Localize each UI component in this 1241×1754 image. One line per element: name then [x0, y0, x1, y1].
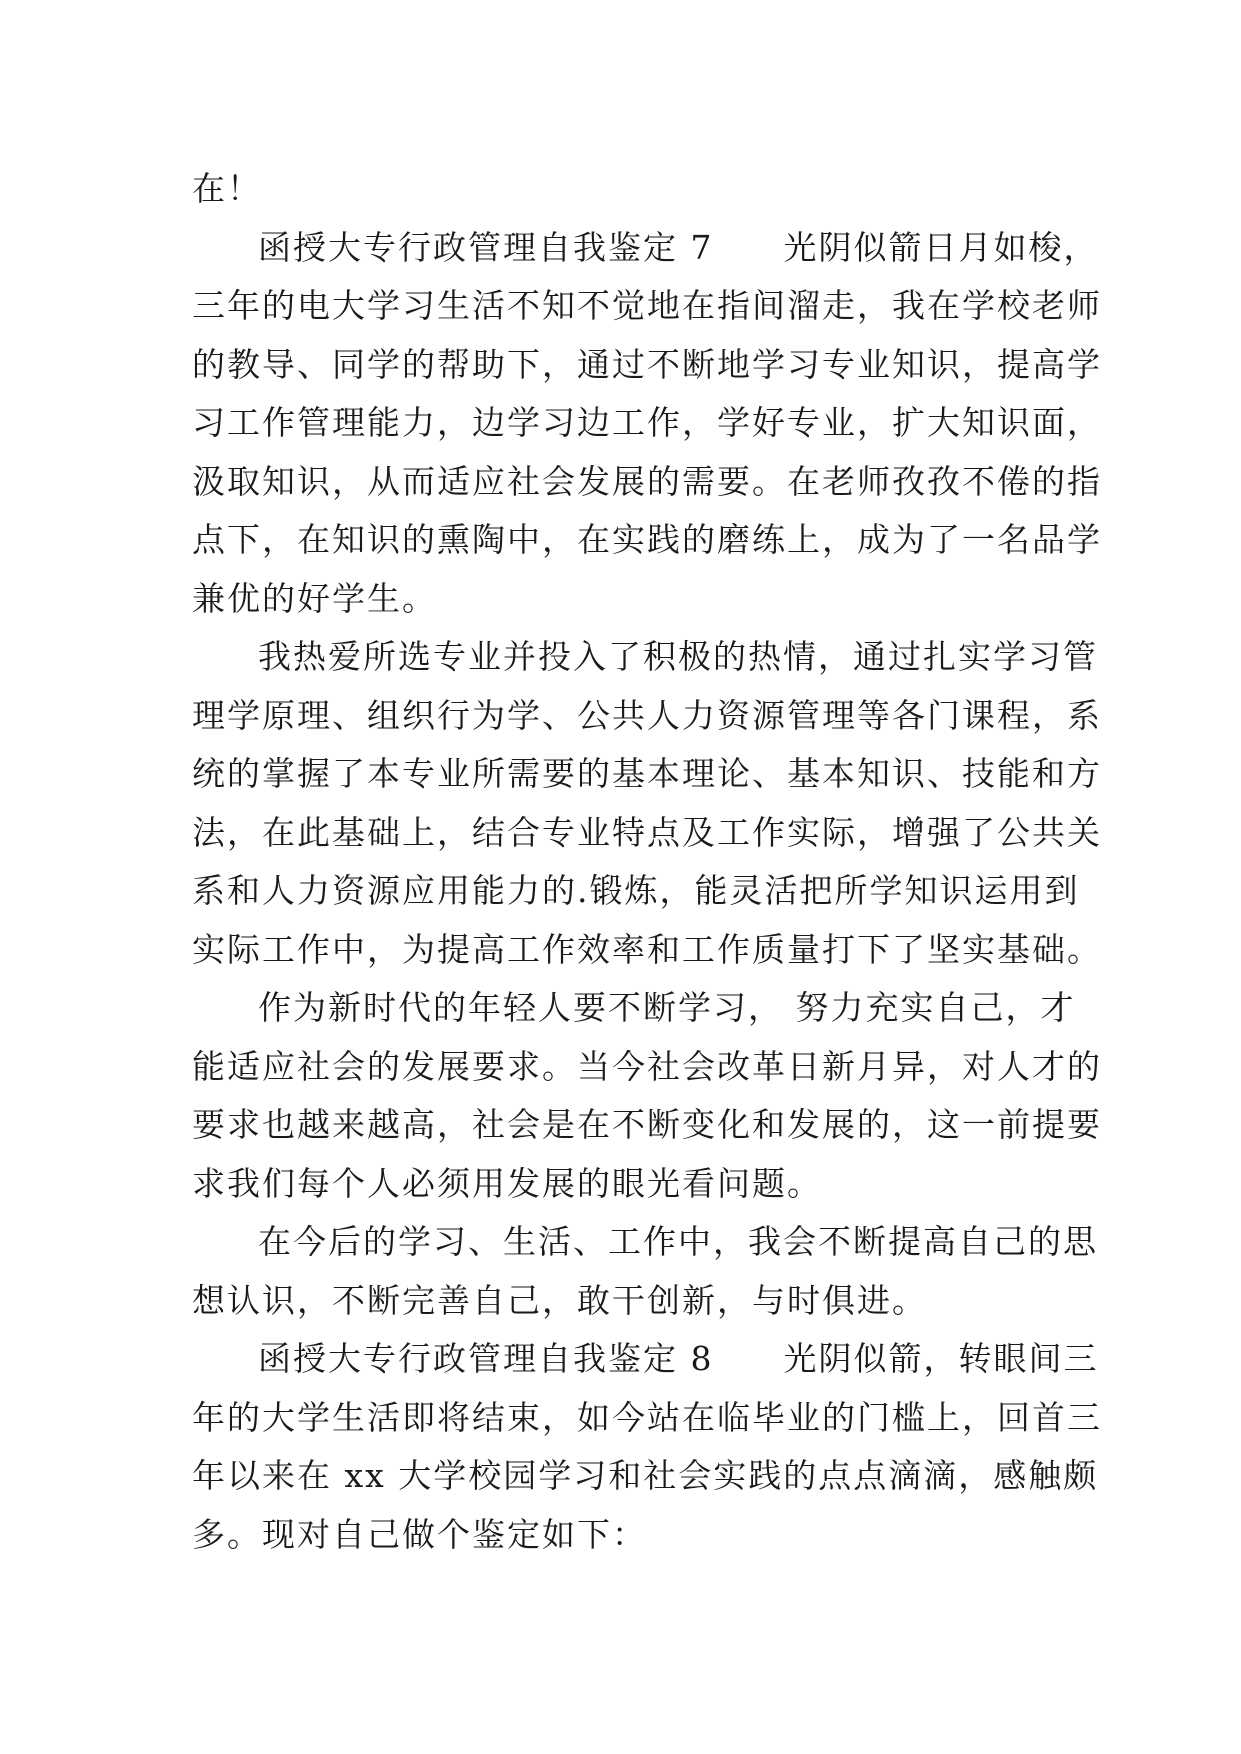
- section-heading-line: 函授大专行政管理自我鉴定 8 光阴似箭，转眼间三: [258, 1339, 1099, 1378]
- text-line: 习工作管理能力，边学习边工作，学好专业，扩大知识面，: [192, 403, 1102, 442]
- text-line: 能适应社会的发展要求。当今社会改革日新月异，对人才的: [192, 1046, 1102, 1086]
- text-line: 统的掌握了本专业所需要的基本理论、基本知识、技能和方: [192, 754, 1102, 793]
- text-line: 在！: [192, 169, 262, 208]
- section-heading-line: 函授大专行政管理自我鉴定 7 光阴似箭日月如梭，: [258, 227, 1099, 267]
- text-line: 系和人力资源应用能力的.锻炼，能灵活把所学知识运用到: [192, 871, 1080, 910]
- text-line: 要求也越来越高，社会是在不断变化和发展的，这一前提要: [192, 1105, 1102, 1144]
- text-line: 多。现对自己做个鉴定如下：: [192, 1514, 647, 1554]
- text-line: 实际工作中，为提高工作效率和工作质量打下了坚实基础。: [192, 929, 1102, 969]
- document-body: [192, 160, 1102, 1564]
- text-line: 法，在此基础上，结合专业特点及工作实际，增强了公共关: [192, 812, 1102, 852]
- text-line: 的教导、同学的帮助下，通过不断地学习专业知识，提高学: [192, 344, 1102, 384]
- text-line: 想认识，不断完善自己，敢干创新，与时俱进。: [192, 1280, 927, 1320]
- text-line: 作为新时代的年轻人要不断学习， 努力充实自己，才: [258, 988, 1076, 1027]
- text-line: 我热爱所选专业并投入了积极的热情，通过扎实学习管: [258, 637, 1098, 676]
- text-line: 点下，在知识的熏陶中，在实践的磨练上，成为了一名品学: [192, 520, 1102, 559]
- text-line: 三年的电大学习生活不知不觉地在指间溜走，我在学校老师: [192, 286, 1102, 325]
- text-line: 年的大学生活即将结束，如今站在临毕业的门槛上，回首三: [192, 1397, 1102, 1437]
- text-line: 兼优的好学生。: [192, 578, 437, 618]
- text-line: 求我们每个人必须用发展的眼光看问题。: [192, 1163, 822, 1203]
- text-line: 年以来在 xx 大学校园学习和社会实践的点点滴滴，感触颇: [192, 1456, 1099, 1495]
- text-line: 汲取知识，从而适应社会发展的需要。在老师孜孜不倦的指: [192, 461, 1102, 501]
- text-line: 在今后的学习、生活、工作中，我会不断提高自己的思: [258, 1222, 1098, 1261]
- text-line: 理学原理、组织行为学、公共人力资源管理等各门课程，系: [192, 695, 1102, 735]
